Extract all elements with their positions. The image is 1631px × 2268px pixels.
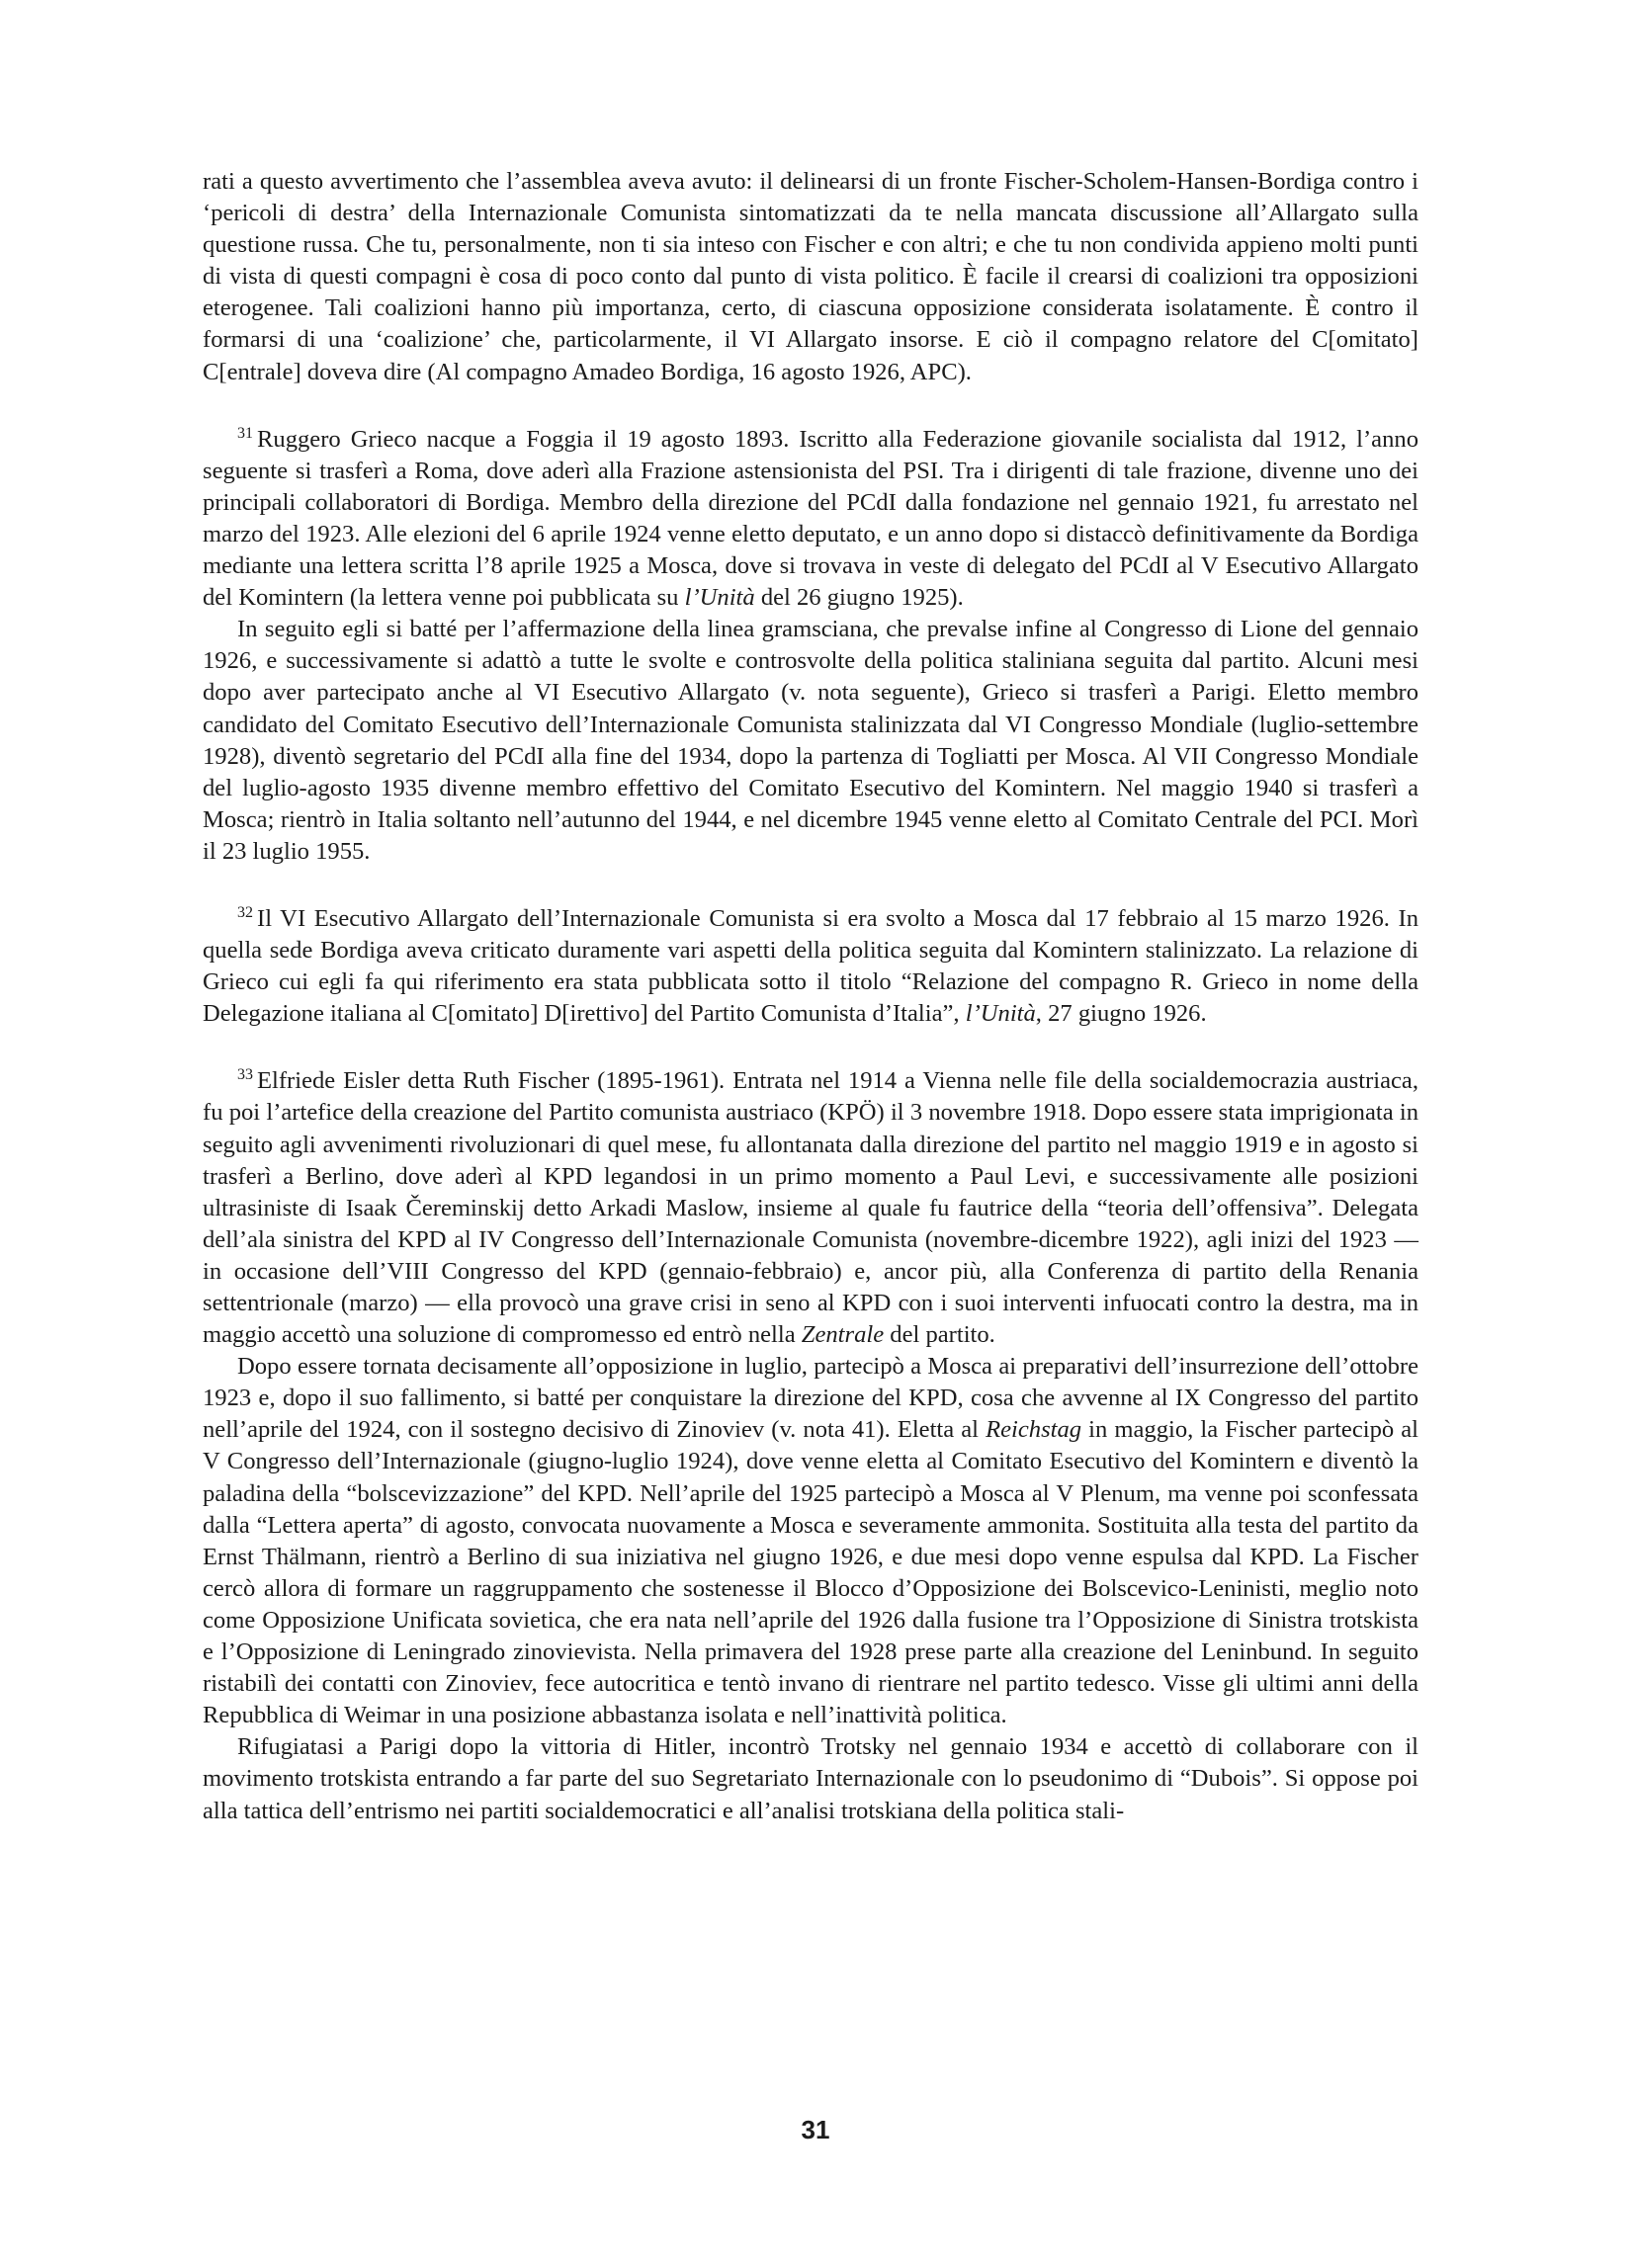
footnote-32-number: 32 [237, 903, 253, 921]
footnote-32-paragraph-1: $^{32}$ Il VI Esecutivo Allargato dell’Internazionale Comunista si era svolto a Mosca dal 17 febbraio al 15 marzo 1926. In quella sede Bordiga aveva criticato duramente vari aspetti della politica seguita dal Komintern stalinizzato. La relazione di Grieco cui egli fa qui riferimento era stata pubblicata sotto il titolo “Relazione del compagno R. Grieco in nome della Delegazione italiana al C[omitato] D[irettivo] del Partito Comunista d’Italia”, l’Unità, 27 giugno 1926. [203, 903, 1418, 1028]
continuation-paragraph: rati a questo avvertimento che l’assemblea aveva avuto: il delinearsi di un fronte Fischer-Scholem-Hansen-Bordiga contro i ‘pericoli di destra’ della Internazionale Comunista sintomatizzati da te nella mancata discussione all’Allargato sulla questione russa. Che tu, personalmente, non ti sia inteso con Fischer e con altri; e che tu non condivida appieno molti punti di vista di questi compagni è cosa di poco conto dal punto di vista politico. È facile il crearsi di coalizioni tra opposizioni eterogenee. Tali coalizioni hanno più importanza, certo, di ciascuna opposizione considerata isolatamente. È contro il formarsi di una ‘coalizione’ che, particolarmente, il VI Allargato insorse. E ciò il compagno relatore del C[omitato] C[entrale] doveva dire (Al compagno Amadeo Bordiga, 16 agosto 1926, APC). [203, 168, 1418, 385]
footnote-31-paragraph-1: $^{31}$ Ruggero Grieco nacque a Foggia il 19 agosto 1893. Iscritto alla Federazione giovanile socialista dal 1912, l’anno seguente si trasferì a Roma, dove aderì alla Frazione astensionista del PSI. Tra i dirigenti di tale frazione, divenne uno dei principali collaboratori di Bordiga. Membro della direzione del PCdI dalla fondazione nel gennaio 1921, fu arrestato nel marzo del 1923. Alle elezioni del 6 aprile 1924 venne eletto deputato, e un anno dopo si distaccò definitivamente da Bordiga mediante una lettera scritta l’8 aprile 1925 a Mosca, dove si trovava in veste di delegato del PCdI al V Esecutivo Allargato del Komintern (la lettera venne poi pubblicata su l’Unità del 26 giugno 1925). [203, 424, 1418, 612]
page-number: 31 [801, 2115, 830, 2144]
footnote-31-number: 31 [237, 424, 253, 442]
footnote-33-number: 33 [237, 1066, 253, 1084]
footnote-33-paragraph-3: Rifugiatasi a Parigi dopo la vittoria di Hitler, incontrò Trotsky nel gennaio 1934 e accettò di collaborare con il movimento trotskista entrando a far parte del suo Segretariato Internazionale con lo pseudonimo di “Dubois”. Si oppose poi alla tattica dell’entrismo nei partiti socialdemocratici e all’analisi trotskiana della politica stali- [203, 1733, 1418, 1824]
page-body [203, 166, 1418, 1827]
footnote-33-paragraph-2: Dopo essere tornata decisamente all’opposizione in luglio, partecipò a Mosca ai preparativi dell’insurrezione dell’ottobre 1923 e, dopo il suo fallimento, si batté per conquistare la direzione del KPD, cosa che avvenne al IX Congresso del partito nell’aprile del 1924, con il sostegno decisivo di Zinoviev (v. nota 41). Eletta al Reichstag in maggio, la Fischer partecipò al V Congresso dell’Internazionale (giugno-luglio 1924), dove venne eletta al Comitato Esecutivo del Komintern e diventò la paladina della “bolscevizzazione” del KPD. Nell’aprile del 1925 partecipò a Mosca al V Plenum, ma venne poi sconfessata dalla “Lettera aperta” di agosto, convocata nuovamente a Mosca e severamente ammonita. Sostituita alla testa del partito da Ernst Thälmann, rientrò a Berlino di sua iniziativa nel giugno 1926, e due mesi dopo venne espulsa dal KPD. La Fischer cercò allora di formare un raggruppamento che sostenesse il Blocco d’Opposizione dei Bolscevico-Leninisti, meglio noto come Opposizione Unificata sovietica, che era nata nell’aprile del 1926 dalla fusione tra l’Opposizione di Sinistra trotskista e l’Opposizione di Leningrado zinovievista. Nella primavera del 1928 prese parte alla creazione del Leninbund. In seguito ristabilì dei contatti con Zinoviev, fece autocritica e tentò invano di rientrare nel partito tedesco. Visse gli ultimi anni della Repubblica di Weimar in una posizione abbastanza isolata e nell’inattività politica. [203, 1353, 1418, 1729]
footnote-31-paragraph-2: In seguito egli si batté per l’affermazione della linea gramsciana, che prevalse infine al Congresso di Lione del gennaio 1926, e successivamente si adattò a tutte le svolte e controsvolte della politica staliniana seguita dal partito. Alcuni mesi dopo aver partecipato anche al VI Esecutivo Allargato (v. nota seguente), Grieco si trasferì a Parigi. Eletto membro candidato del Comitato Esecutivo dell’Internazionale Comunista stalinizzata dal VI Congresso Mondiale (luglio-settembre 1928), diventò segretario del PCdI alla fine del 1934, dopo la partenza di Togliatti per Mosca. Al VII Congresso Mondiale del luglio-agosto 1935 divenne membro effettivo del Comitato Esecutivo del Komintern. Nel maggio 1940 si trasferì a Mosca; rientrò in Italia soltanto nell’autunno del 1944, e nel dicembre 1945 venne eletto al Comitato Centrale del PCI. Morì il 23 luglio 1955. [203, 616, 1418, 865]
footnote-33-paragraph-1: $^{33}$ Elfriede Eisler detta Ruth Fischer (1895-1961). Entrata nel 1914 a Vienna nelle file della socialdemocrazia austriaca, fu poi l’artefice della creazione del Partito comunista austriaco (KPÖ) il 3 novembre 1918. Dopo essere stata imprigionata in seguito agli avvenimenti rivoluzionari di quel mese, fu allontanata dalla direzione del partito nel maggio 1919 e in agosto si trasferì a Berlino, dove aderì al KPD legandosi in un primo momento a Paul Levi, e successivamente alle posizioni ultrasiniste di Isaak Čereminskij detto Arkadi Maslow, insieme al quale fu fautrice della “teoria dell’offensiva”. Delegata dell’ala sinistra del KPD al IV Congresso dell’Internazionale Comunista (novembre-dicembre 1922), agli inizi del 1923 — in occasione dell’VIII Congresso del KPD (gennaio-febbraio) e, ancor più, alla Conferenza di partito della Renania settentrionale (marzo) — ella provocò una grave crisi in seno al KPD con i suoi interventi infuocati contro la destra, ma in maggio accettò una soluzione di compromesso ed entrò nella Zentrale del partito. [203, 1066, 1418, 1349]
